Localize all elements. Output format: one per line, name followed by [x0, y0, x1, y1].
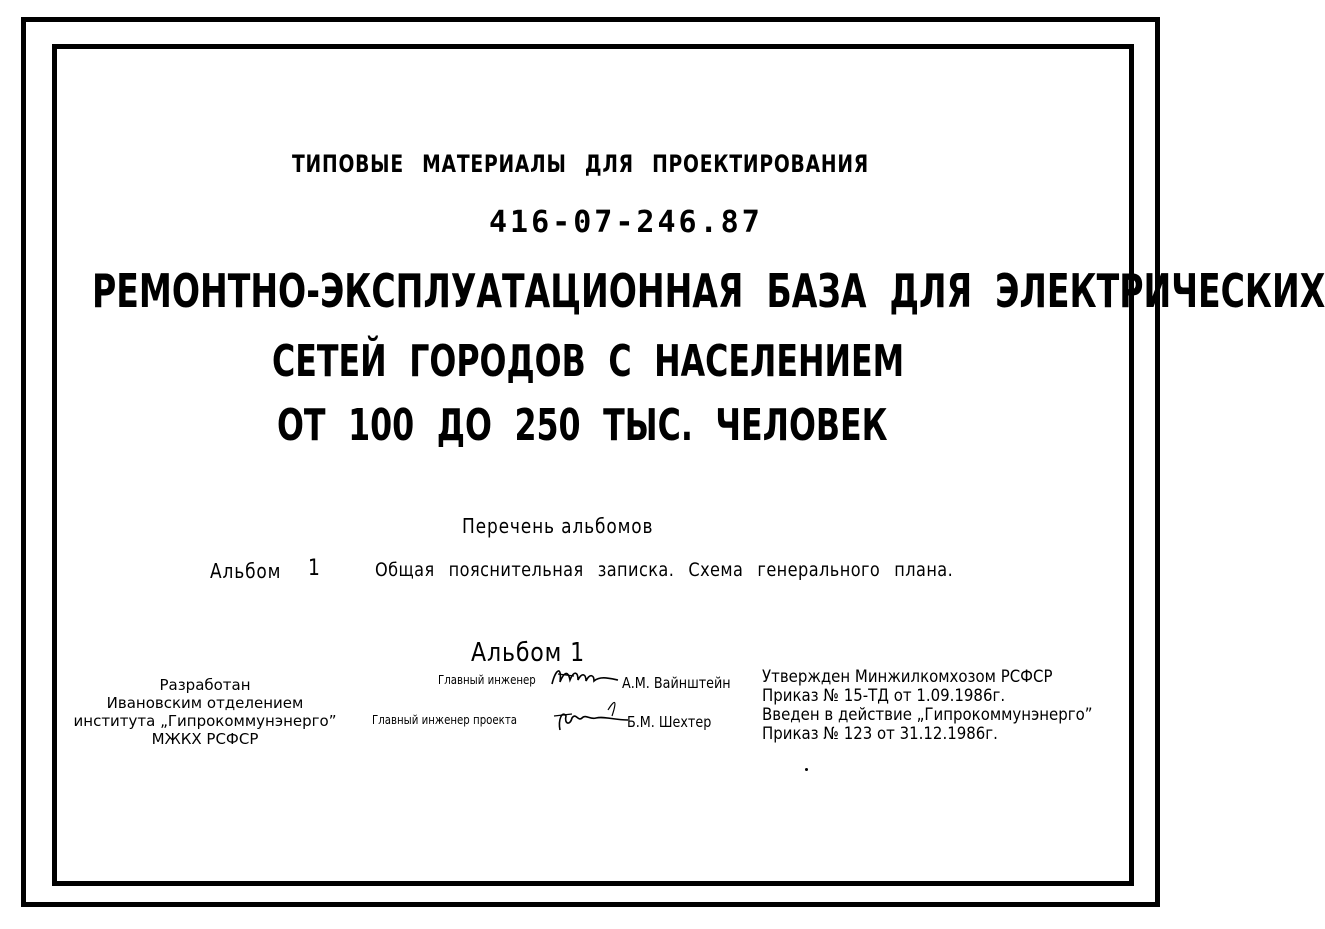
project-engineer-signature — [552, 696, 630, 736]
project-engineer-role: Главный инженер проекта — [372, 713, 518, 727]
title-line-3: ОТ 100 ДО 250 ТЫС. ЧЕЛОВЕК — [277, 400, 888, 451]
project-code: 416-07-246.87 — [489, 205, 763, 240]
chief-engineer-signature — [548, 664, 622, 690]
approval-line: Приказ № 123 от 31.12.1986г. — [762, 724, 998, 744]
approval-line: Утвержден Минжилкомхозом РСФСР — [762, 667, 1053, 687]
album-item-number: 1 — [308, 556, 320, 581]
developer-line: института „Гипрокоммунэнерго” — [73, 712, 337, 730]
ink-dot — [805, 768, 808, 771]
developer-line: МЖКХ РСФСР — [151, 730, 259, 748]
chief-engineer-role: Главный инженер — [438, 673, 536, 687]
current-album: Альбом 1 — [471, 638, 585, 668]
title-line-1: РЕМОНТНО-ЭКСПЛУАТАЦИОННАЯ БАЗА ДЛЯ ЭЛЕКТРИЧЕСКИХ — [92, 264, 1325, 318]
album-item-description: Общая пояснительная записка. Схема генерального плана. — [375, 559, 954, 581]
approval-line: Введен в действие „Гипрокоммунэнерго” — [762, 705, 1093, 725]
title-line-2: СЕТЕЙ ГОРОДОВ С НАСЕЛЕНИЕМ — [272, 336, 905, 387]
albums-list-heading: Перечень альбомов — [462, 514, 654, 538]
project-engineer-name: Б.М. Шехтер — [627, 713, 712, 731]
developer-block — [70, 676, 340, 748]
series-heading: ТИПОВЫЕ МАТЕРИАЛЫ ДЛЯ ПРОЕКТИРОВАНИЯ — [292, 150, 869, 178]
album-item-label: Альбом — [210, 559, 282, 583]
developer-line: Разработан — [159, 676, 251, 694]
approval-block — [762, 668, 1093, 744]
chief-engineer-name: А.М. Вайнштейн — [622, 674, 731, 692]
approval-line: Приказ № 15-ТД от 1.09.1986г. — [762, 686, 1006, 706]
developer-line: Ивановским отделением — [106, 694, 304, 712]
